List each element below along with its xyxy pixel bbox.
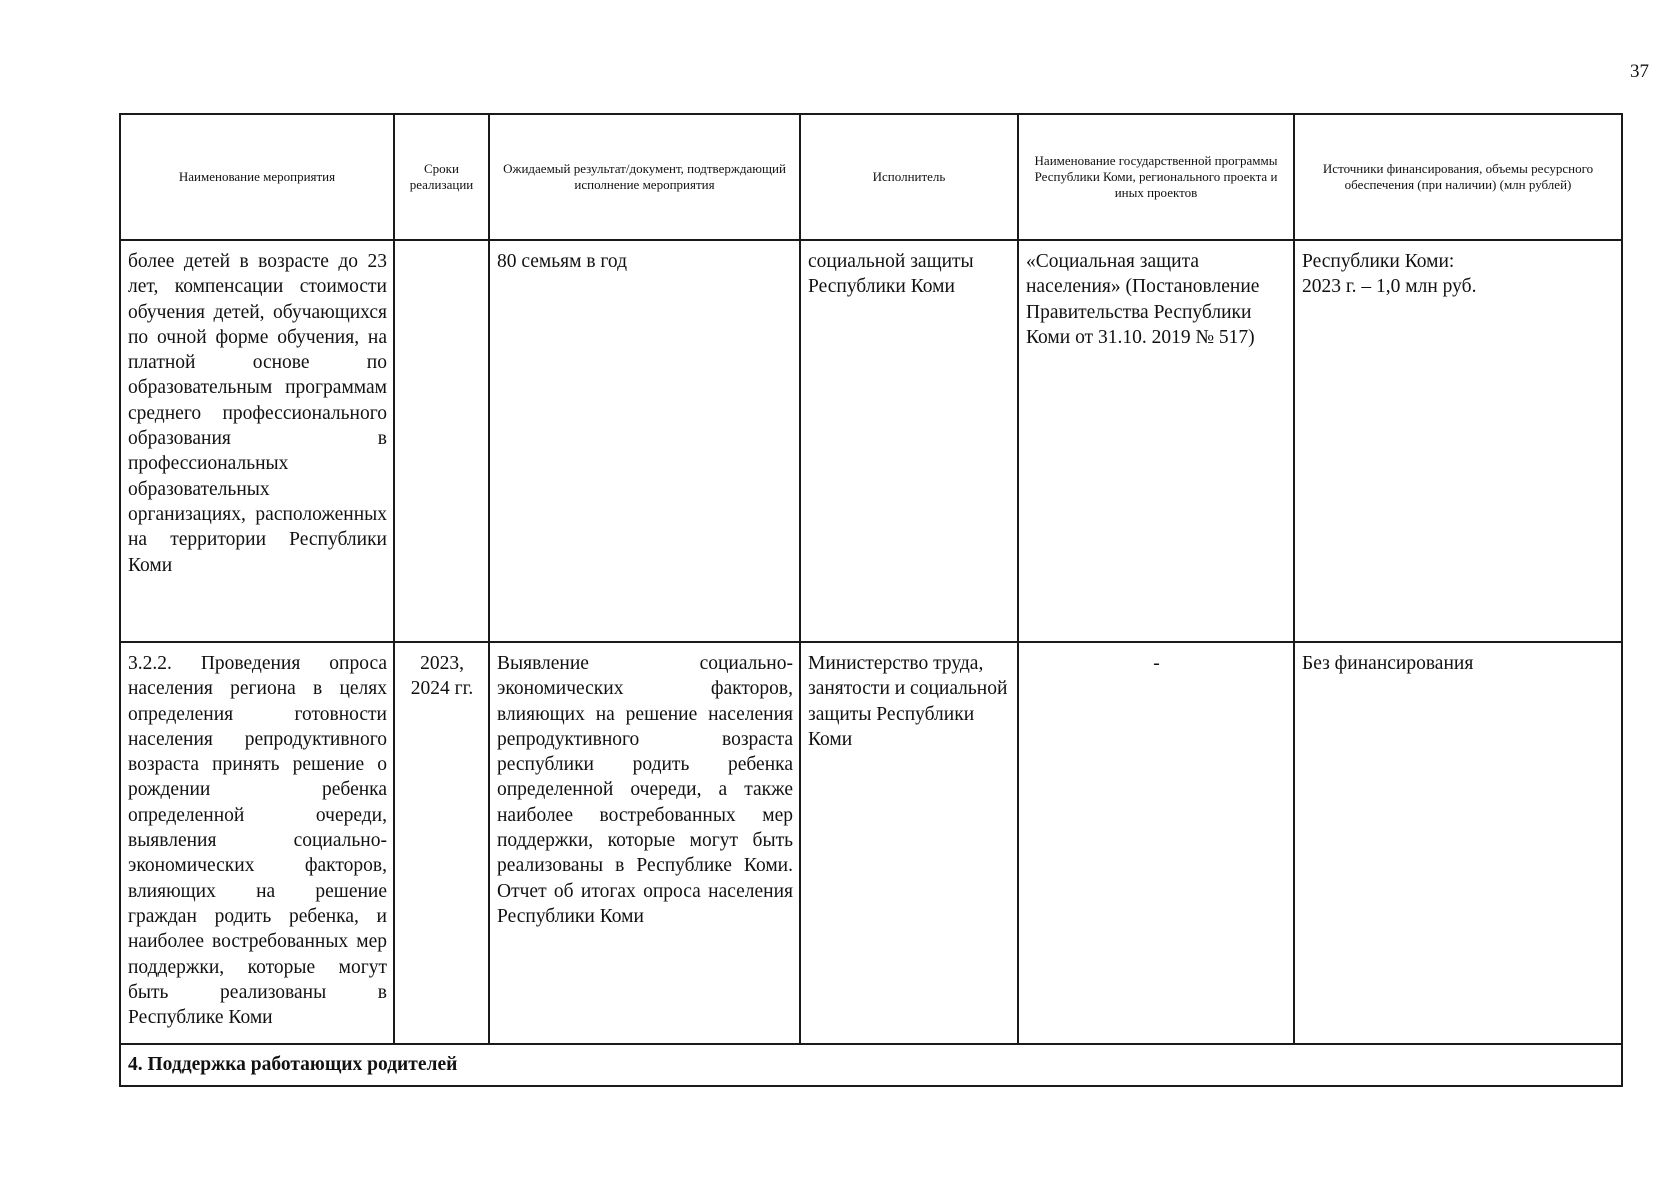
period-text bbox=[395, 241, 488, 257]
program-text: - bbox=[1153, 653, 1160, 674]
period-text bbox=[395, 643, 488, 710]
event-name-cell bbox=[120, 240, 394, 642]
funding-text: Без финансирования bbox=[1302, 653, 1474, 674]
period-line-1: 2023, bbox=[420, 653, 464, 674]
result-cell bbox=[489, 240, 800, 642]
funding-line-2: 2023 г. – 1,0 млн руб. bbox=[1302, 276, 1477, 298]
executor-text: Министерство труда, занятости и социальной защиты Республики Коми bbox=[808, 653, 1008, 750]
program-cell bbox=[1018, 642, 1294, 1044]
funding-cell bbox=[1294, 642, 1622, 1044]
program-text: «Социальная защита населения» (Постановление Правительства Республики Коми от 31.10. 2019 № 517) bbox=[1026, 251, 1260, 348]
result-text: Выявление социально-экономических факторов, влияющих на решение населения репродуктивного возраста республики родить ребенка определенной очереди, а также наиболее востребованных мер поддержки, которые могут быть реализованы в Республике Коми. Отчет об итогах опроса населения Республики Коми bbox=[497, 653, 793, 927]
header-funding: Источники финансирования, объемы ресурсного обеспечения (при наличии) (млн рублей) bbox=[1294, 114, 1622, 240]
event-name-text: более детей в возрасте до 23 лет, компенсации стоимости обучения детей, обучающихся по очной форме обучения, на платной основе по образовательным программам среднего профессионального образования в профессиональных образовательных организациях, расположенных на территории Республики Коми bbox=[128, 251, 387, 576]
header-expected-result: Ожидаемый результат/документ, подтверждающий исполнение мероприятия bbox=[489, 114, 800, 240]
program-cell bbox=[1018, 240, 1294, 642]
funding-cell bbox=[1294, 240, 1622, 642]
section-title: 4. Поддержка работающих родителей bbox=[128, 1054, 458, 1075]
period-line-2: 2024 гг. bbox=[410, 678, 474, 700]
executor-cell bbox=[800, 240, 1018, 642]
period-cell bbox=[394, 642, 489, 1044]
executor-cell bbox=[800, 642, 1018, 1044]
header-event-name: Наименование мероприятия bbox=[120, 114, 394, 240]
result-cell bbox=[489, 642, 800, 1044]
section-cell bbox=[120, 1044, 1622, 1086]
result-text: 80 семьям в год bbox=[497, 251, 628, 272]
measures-table bbox=[119, 113, 1623, 1087]
event-name-cell bbox=[120, 642, 394, 1044]
table-row bbox=[120, 642, 1622, 1044]
period-cell bbox=[394, 240, 489, 642]
header-program: Наименование государственной программы Республики Коми, регионального проекта и иных проектов bbox=[1018, 114, 1294, 240]
section-row bbox=[120, 1044, 1622, 1086]
event-name-text: 3.2.2. Проведения опроса населения региона в целях определения готовности населения репродуктивного возраста принять решение о рождении ребенка определенной очереди, выявления социально-экономических факторов, влияющих на решение граждан родить ребенка, и наиболее востребованных мер поддержки, которые могут быть реализованы в Республике Коми bbox=[128, 653, 387, 1029]
funding-text bbox=[1295, 241, 1621, 308]
header-period: Сроки реализации bbox=[394, 114, 489, 240]
executor-text: социальной защиты Республики Коми bbox=[808, 251, 974, 298]
page-number: 37 bbox=[1630, 61, 1649, 82]
funding-line-1: Республики Коми: bbox=[1302, 251, 1455, 272]
table-header-row bbox=[120, 114, 1622, 240]
table-row bbox=[120, 240, 1622, 642]
header-executor: Исполнитель bbox=[800, 114, 1018, 240]
